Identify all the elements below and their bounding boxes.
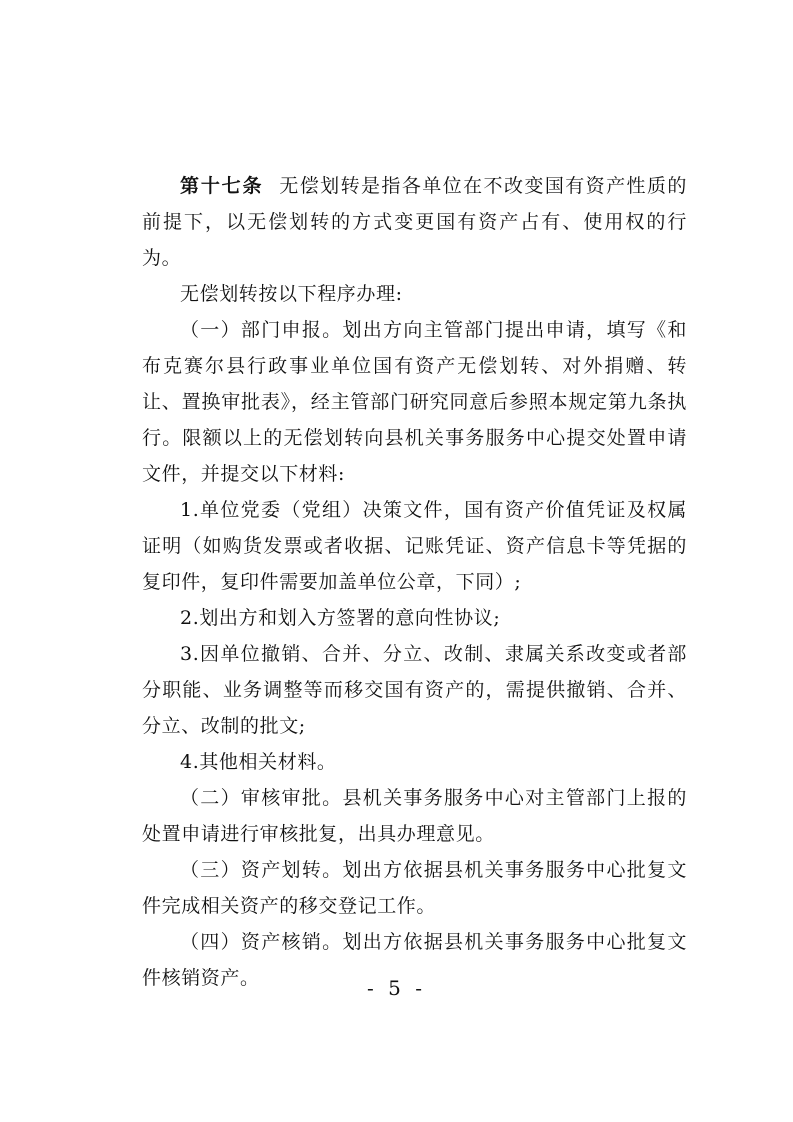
- step-department-application: （一）部门申报。划出方向主管部门提出申请，填写《和布克赛尔县行政事业单位国有资产无偿划转、对外捐赠、转让、置换审批表》，经主管部门研究同意后参照本规定第九条执行。限额以上的无偿划转向县机关事务服务中心提交处置申请文件，并提交以下材料:: [142, 319, 687, 485]
- step-asset-writeoff: （四）资产核销。划出方依据县机关事务服务中心批复文件核销资产。: [142, 931, 687, 989]
- step-review-approval: （二）审核审批。县机关事务服务中心对主管部门上报的处置申请进行审核批复，出具办理意见。: [142, 787, 687, 845]
- step-asset-transfer: （三）资产划转。划出方依据县机关事务服务中心批复文件完成相关资产的移交登记工作。: [142, 859, 687, 917]
- article-paragraph: [142, 168, 687, 276]
- document-body: [142, 168, 687, 996]
- material-item-3: 3.因单位撤销、合并、分立、改制、隶属关系改变或者部分职能、业务调整等而移交国有资产的，需提供撤销、合并、分立、改制的批文;: [142, 643, 687, 737]
- material-item-2: 2.划出方和划入方签署的意向性协议;: [180, 607, 501, 629]
- procedure-intro: 无偿划转按以下程序办理:: [180, 283, 403, 305]
- article-number: 第十七条: [180, 175, 264, 197]
- article-text: 无偿划转是指各单位在不改变国有资产性质的前提下，以无偿划转的方式变更国有资产占有、使用权的行为。: [142, 175, 687, 269]
- material-item-4: 4.其他相关材料。: [180, 751, 337, 773]
- page-number: - 5 -: [367, 976, 426, 1000]
- material-item-1: 1.单位党委（党组）决策文件，国有资产价值凭证及权属证明（如购货发票或者收据、记账凭证、资产信息卡等凭据的复印件，复印件需要加盖单位公章，下同）;: [142, 499, 687, 593]
